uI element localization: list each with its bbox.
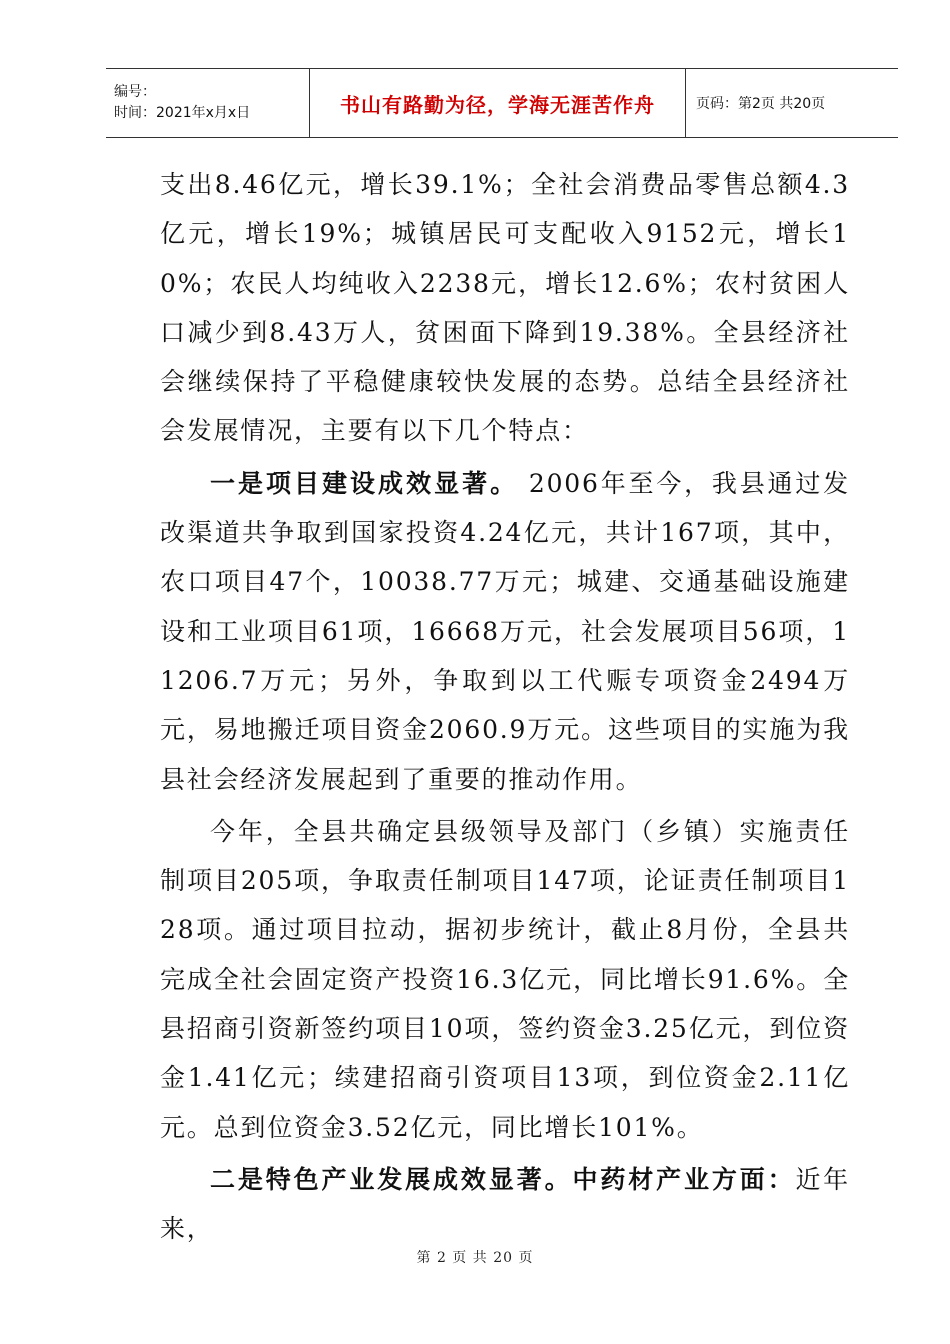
document-body — [160, 160, 850, 1254]
header-motto: 书山有路勤为径，学海无涯苦作舟 — [340, 92, 655, 117]
paragraph-responsibility-projects: 今年，全县共确定县级领导及部门（乡镇）实施责任制项目205项，争取责任制项目147项，论证责任制项目128项。通过项目拉动，据初步统计，截止8月份，全县共完成全社会固定资产投资16.3亿元，同比增长91.6%。全县招商引资新签约项目10项，签约资金3.25亿元，到位资金1.41亿元；续建招商引资项目13项，到位资金2.11亿元。总到位资金3.52亿元，同比增长101%。 — [160, 816, 850, 1142]
paragraph-heading-projects: 一是项目建设成效显著。 — [210, 468, 519, 498]
paragraph-heading-industry: 二是特色产业发展成效显著。中药材产业方面： — [210, 1164, 796, 1194]
header-motto-cell — [310, 69, 686, 137]
header-page-cell — [686, 69, 898, 137]
document-header — [106, 68, 898, 138]
page-footer: 第 2 页 共 20 页 — [416, 1250, 534, 1266]
paragraph-projects-text: 2006年至今，我县通过发改渠道共争取到国家投资4.24亿元，共计167项，其中，农口项目47个，10038.77万元；城建、交通基础设施建设和工业项目61项，16668万元，社会发展项目56项，11206.7万元；另外，争取到以工代赈专项资金2494万元，易地搬迁项目资金2060.9万元。这些项目的实施为我县社会经济发展起到了重要的推动作用。 — [160, 468, 850, 794]
serial-number-label: 编号： — [114, 84, 156, 100]
paragraph-industry-text: 近年来， — [160, 1164, 850, 1244]
header-meta — [106, 69, 310, 137]
paragraph-project-construction — [160, 459, 850, 804]
date-label: 时间：2021年x月x日 — [114, 105, 251, 121]
paragraph-economic-summary: 支出8.46亿元，增长39.1%；全社会消费品零售总额4.3亿元，增长19%；城镇居民可支配收入9152元，增长10%；农民人均纯收入2238元，增长12.6%；农村贫困人口减少到8.43万人，贫困面下降到19.38%。全县经济社会继续保持了平稳健康较快发展的态势。总结全县经济社会发展情况，主要有以下几个特点： — [160, 170, 850, 446]
paragraph-characteristic-industry — [160, 1155, 850, 1254]
header-page-info: 页码：第2页 共20页 — [696, 96, 826, 112]
